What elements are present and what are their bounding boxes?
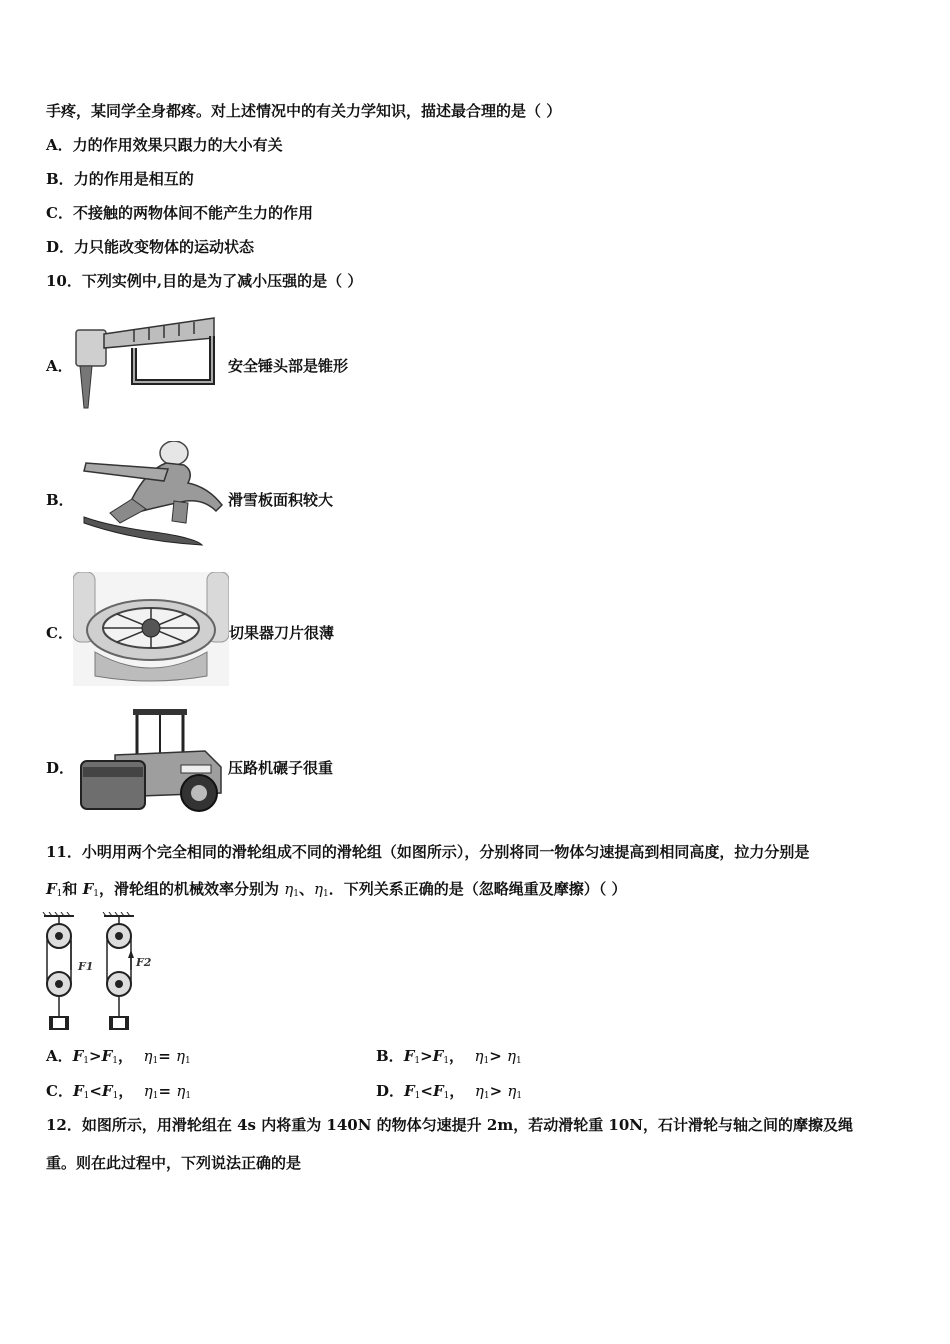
q10-option-c-caption: 切果器刀片很薄 xyxy=(229,624,335,642)
fruit-cutter-image xyxy=(73,572,229,686)
q9-option-a: A．力的作用效果只跟力的大小有关 xyxy=(46,136,283,154)
road-roller-image xyxy=(75,707,227,817)
q10-option-c-letter: C． xyxy=(46,624,73,642)
q10-stem: 10．下列实例中,目的是为了减小压强的是（ ） xyxy=(46,272,363,290)
safety-hammer-image xyxy=(74,312,218,412)
pulley-system-1 xyxy=(43,912,74,1030)
pulley-systems-figure xyxy=(40,912,160,1034)
q11-option-c: C．$F_1<F_1$， $\eta_1= \eta_1$ xyxy=(46,1082,192,1101)
q11-option-b: B．$F_1>F_1$， $\eta_1> \eta_1$ xyxy=(376,1047,522,1066)
q12-stem-line2: 重。则在此过程中，下列说法正确的是 xyxy=(46,1154,302,1172)
q11-stem-line2: $F_1$和 $F_1$，滑轮组的机械效率分别为 $\eta_1$、$\eta_1$．下列关系正确的是（忽略绳重及摩擦）（ ） xyxy=(46,880,627,899)
pulley-system-2 xyxy=(103,912,134,1030)
f1-figure-label: F1 xyxy=(78,960,94,973)
q11-option-d: D．$F_1<F_1$， $\eta_1> \eta_1$ xyxy=(376,1082,523,1101)
q9-stem-tail: 手疼，某同学全身都疼。对上述情况中的有关力学知识，描述最合理的是（ ） xyxy=(46,102,562,120)
q9-option-d: D．力只能改变物体的运动状态 xyxy=(46,238,255,256)
q10-option-b-caption: 滑雪板面积较大 xyxy=(228,491,334,509)
q10-option-a-caption: 安全锤头部是锥形 xyxy=(228,357,349,375)
q11-option-a: A．$F_1>F_1$， $\eta_1= \eta_1$ xyxy=(46,1047,191,1066)
q10-option-d-caption: 压路机碾子很重 xyxy=(228,759,334,777)
f2-figure-label: F2 xyxy=(136,956,152,969)
q11-stem-line1: 11．小明用两个完全相同的滑轮组成不同的滑轮组（如图所示），分别将同一物体匀速提高到相同高度，拉力分别是 xyxy=(46,843,810,861)
q10-option-a-letter: A． xyxy=(46,357,73,375)
q9-option-c: C．不接触的两物体间不能产生力的作用 xyxy=(46,204,313,222)
q10-option-d-letter: D． xyxy=(46,759,75,777)
snowboarder-image xyxy=(76,441,226,549)
q12-stem-line1: 12．如图所示，用滑轮组在 4s 内将重为 140N 的物体匀速提升 2m，若动滑轮重 10N，石计滑轮与轴之间的摩擦及绳 xyxy=(46,1116,854,1134)
q9-option-b: B．力的作用是相互的 xyxy=(46,170,194,188)
q10-option-b-letter: B． xyxy=(46,491,74,509)
